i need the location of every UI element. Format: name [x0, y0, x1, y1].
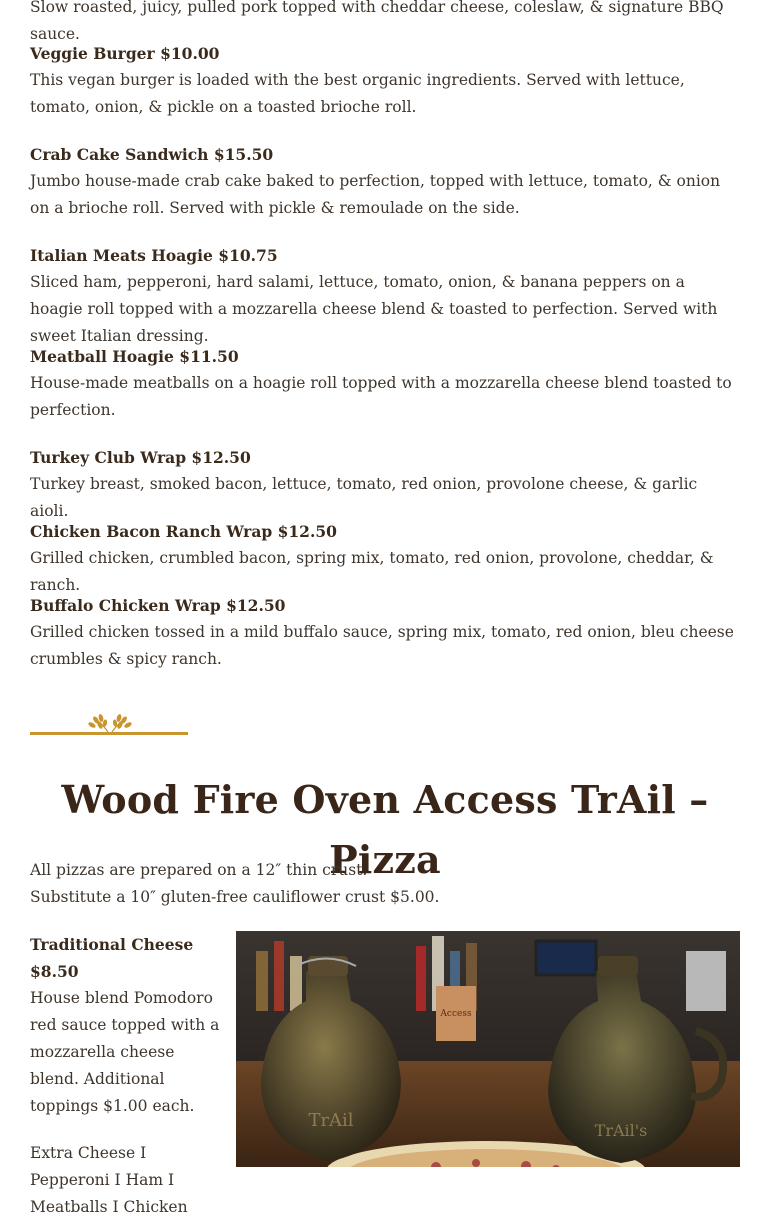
menu-item-title: Meatball Hoagie $11.50	[30, 347, 239, 366]
menu-item-description: Grilled chicken, crumbled bacon, spring mix, tomato, red onion, provolone, cheddar, & ranch.	[30, 549, 714, 594]
menu-item-title: Veggie Burger $10.00	[30, 44, 220, 63]
menu-item	[30, 40, 740, 121]
menu-item	[30, 242, 740, 350]
pizza-photo	[236, 931, 740, 1167]
menu-item	[30, 592, 740, 673]
divider-line	[30, 732, 188, 735]
menu-item-description: This vegan burger is loaded with the best organic ingredients. Served with lettuce, tomato, onion, & pickle on a toasted brioche roll.	[30, 71, 685, 116]
menu-item-title: Turkey Club Wrap $12.50	[30, 448, 251, 467]
pizza-item-title: Traditional Cheese $8.50	[30, 935, 194, 981]
menu-item-title: Italian Meats Hoagie $10.75	[30, 246, 278, 265]
bar-growlers-photo	[236, 931, 740, 1167]
menu-item-description: Jumbo house-made crab cake baked to perfection, topped with lettuce, tomato, & onion on a brioche roll. Served with pickle & remoulade on the side.	[30, 172, 721, 217]
pizza-item-description: House blend Pomodoro red sauce topped with a mozzarella cheese blend. Additional toppings $1.00 each.	[30, 989, 220, 1115]
pizza-toppings-list: Extra Cheese I Pepperoni I Ham I Meatballs I Chicken	[30, 1144, 188, 1216]
menu-item-description: Grilled chicken tossed in a mild buffalo sauce, spring mix, tomato, red onion, bleu cheese crumbles & spicy ranch.	[30, 623, 734, 668]
menu-item	[30, 444, 740, 525]
section-divider	[30, 712, 188, 736]
menu-item-title: Crab Cake Sandwich $15.50	[30, 145, 274, 164]
section-title: Wood Fire Oven Access TrAil – Pizza	[61, 777, 709, 882]
growler-label-left: TrAil	[308, 1110, 354, 1131]
intro-crust-note: All pizzas are prepared on a 12″ thin crust.	[30, 861, 368, 879]
menu-item-description: Turkey breast, smoked bacon, lettuce, tomato, red onion, provolone cheese, & garlic aioli.	[30, 475, 698, 520]
poster-text: Access	[440, 1009, 472, 1019]
menu-item-title: Chicken Bacon Ranch Wrap $12.50	[30, 522, 337, 541]
intro-gluten-free-note: Substitute a 10″ gluten-free cauliflower crust $5.00.	[30, 888, 440, 906]
menu-item-title: Buffalo Chicken Wrap $12.50	[30, 596, 286, 615]
menu-item	[30, 141, 740, 222]
menu-item	[30, 518, 740, 599]
menu-item-description: House-made meatballs on a hoagie roll topped with a mozzarella cheese blend toasted to perfection.	[30, 374, 732, 419]
pizza-intro	[30, 857, 740, 911]
menu-item	[30, 343, 740, 424]
wheat-ornament-icon	[86, 712, 134, 734]
previous-item-description: Slow roasted, juicy, pulled pork topped with cheddar cheese, coleslaw, & signature BBQ sauce.	[30, 0, 724, 43]
pizza-item	[30, 931, 230, 1221]
menu-item-description: Sliced ham, pepperoni, hard salami, lettuce, tomato, onion, & banana peppers on a hoagie roll topped with a mozzarella cheese blend & toasted to perfection. Served with sweet Italian dressing.	[30, 273, 718, 345]
growler-label-right: TrAil's	[594, 1121, 648, 1140]
